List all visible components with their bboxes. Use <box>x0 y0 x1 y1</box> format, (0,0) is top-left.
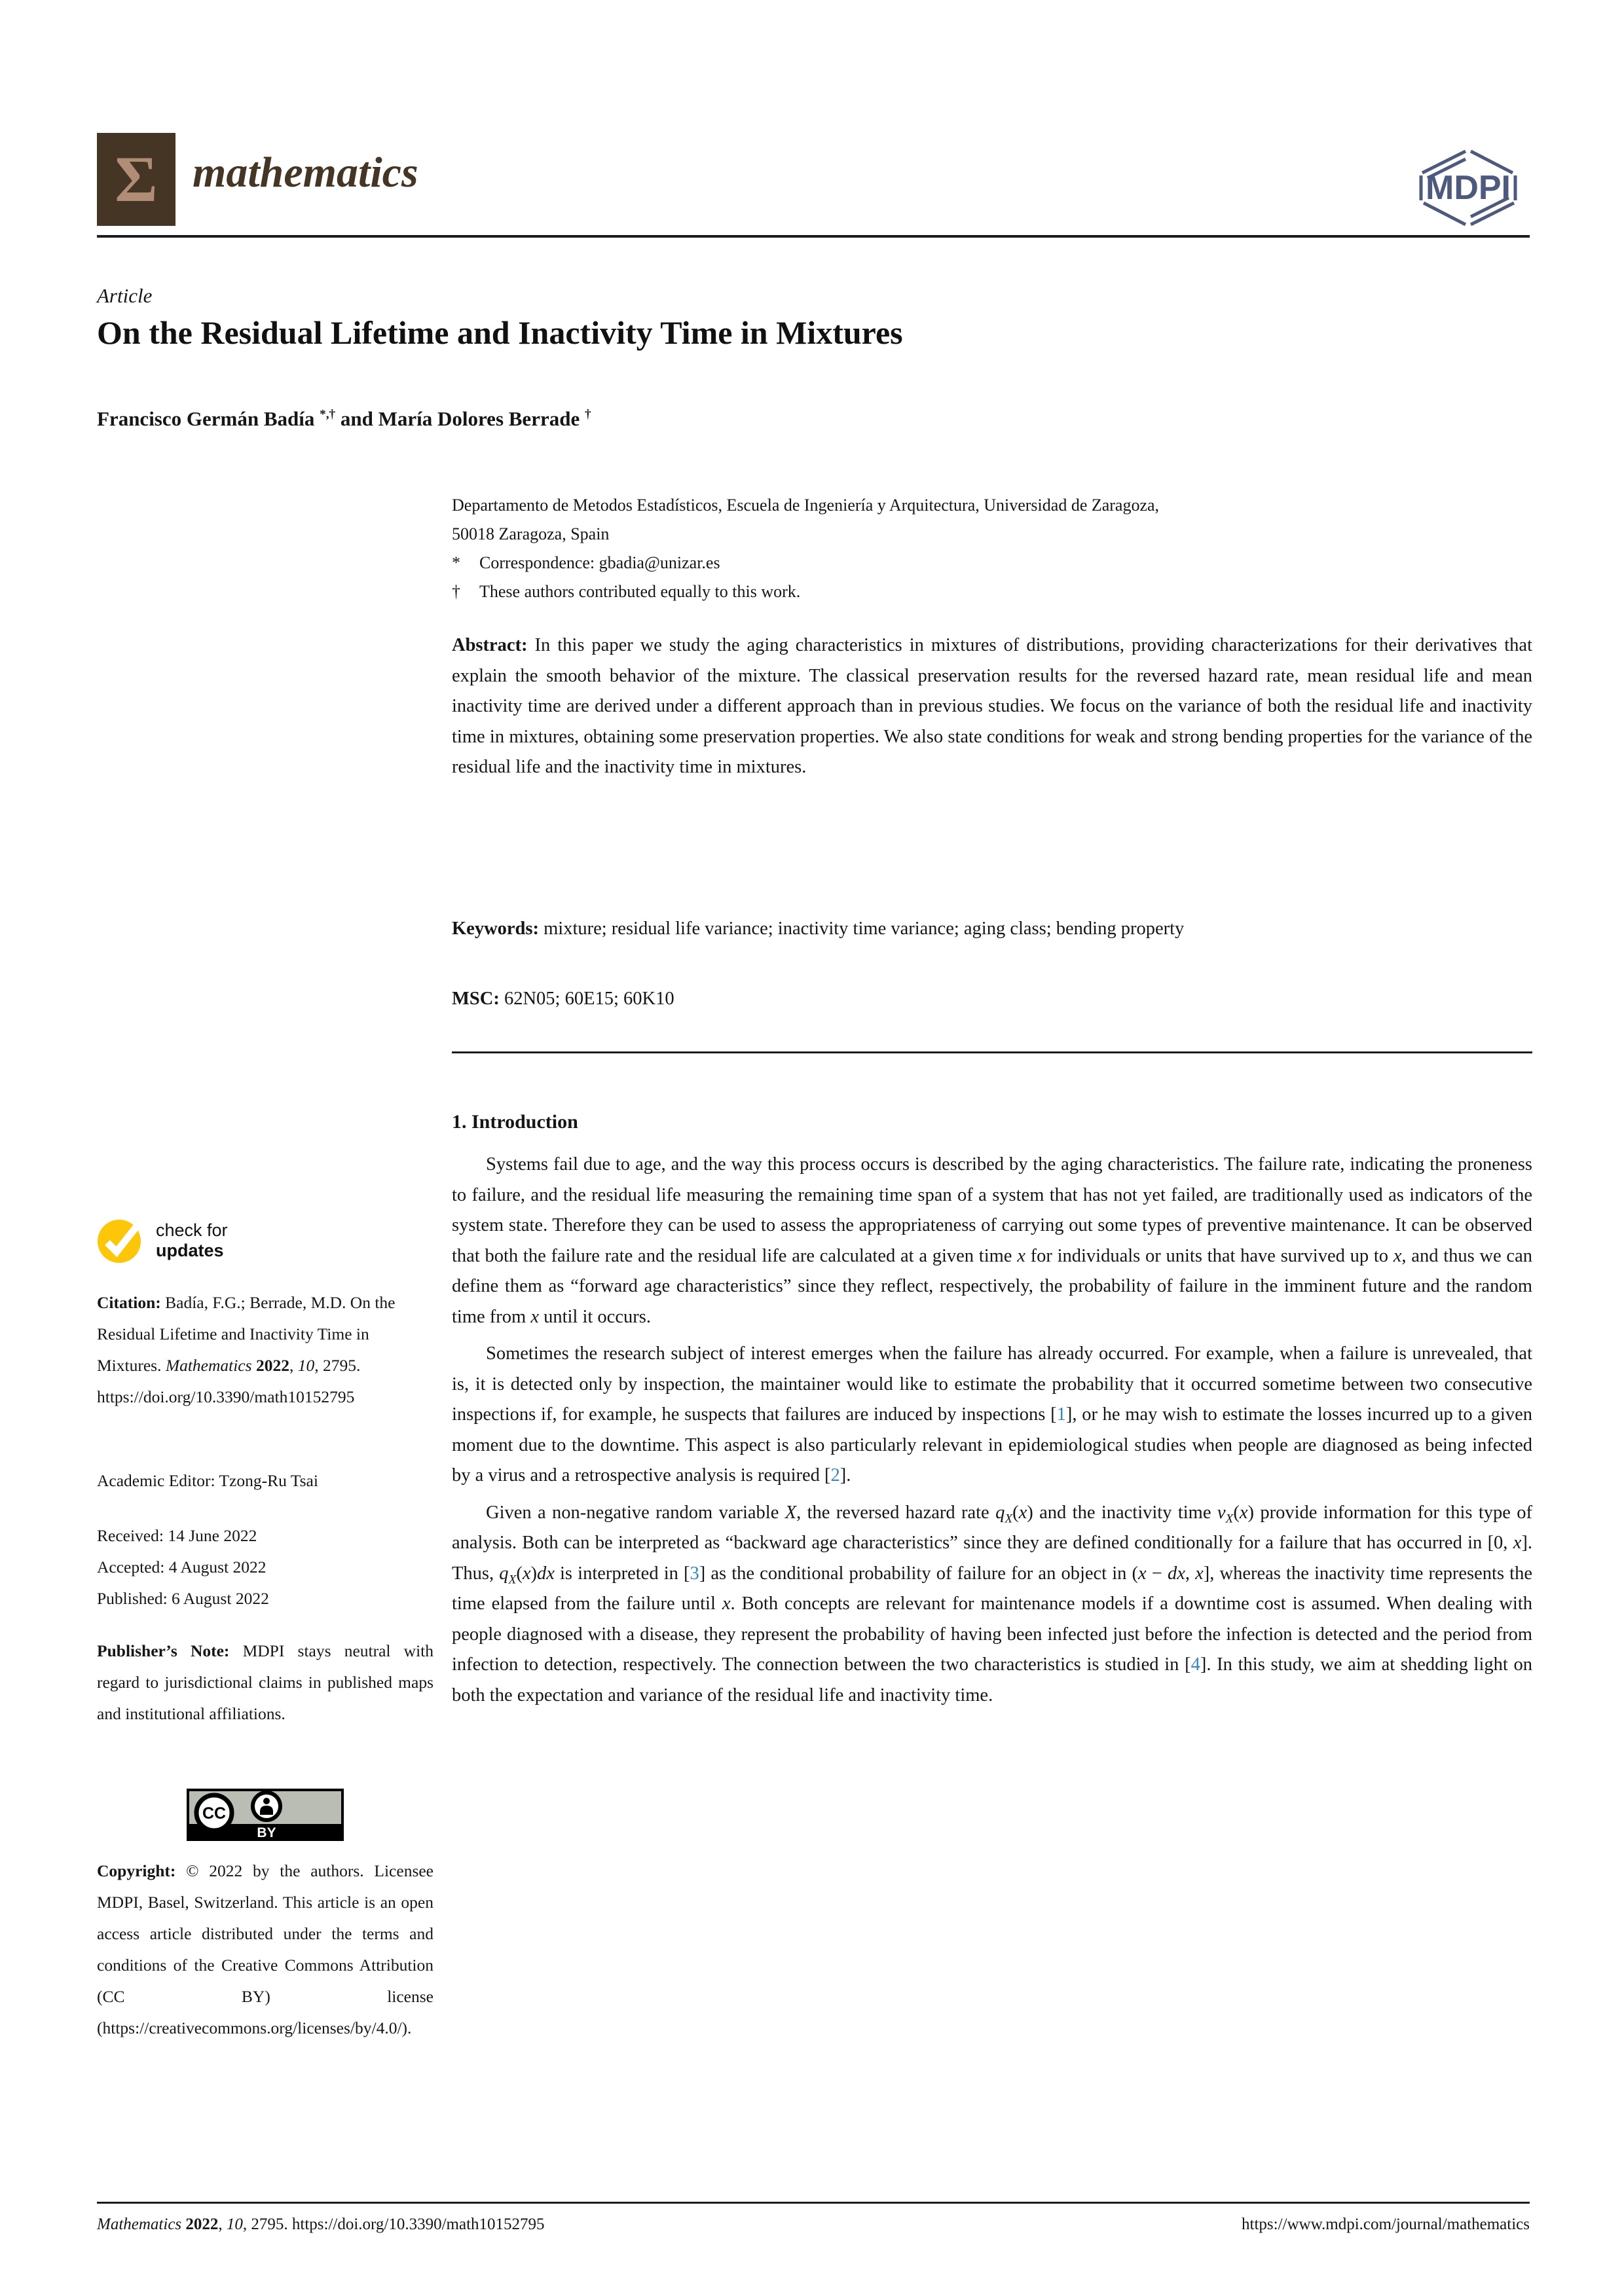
text-segment: Copyright: <box>97 1861 187 1880</box>
check-for-updates-label <box>156 1220 228 1261</box>
academic-editor-line: Academic Editor: Tzong-Ru Tsai <box>97 1471 318 1490</box>
text-segment: Publisher’s Note: <box>97 1641 243 1660</box>
text-segment: x <box>1239 1502 1248 1523</box>
text-segment: 2022 <box>255 1356 289 1375</box>
check-for-updates-button[interactable] <box>97 1218 434 1264</box>
mathematics-journal-logo <box>97 133 175 226</box>
msc-codes: MSC: 62N05; 60E15; 60K10 <box>452 989 674 1009</box>
reference-link[interactable]: 2 <box>830 1465 840 1485</box>
affiliation-block <box>452 491 1532 606</box>
footer-journal-url[interactable]: https://www.mdpi.com/journal/mathematics <box>1242 2215 1530 2233</box>
text-segment: 10 <box>297 1356 315 1375</box>
text-segment: † <box>584 407 591 422</box>
published-date: Published: 6 August 2022 <box>97 1589 269 1608</box>
correspondence-line <box>452 549 1532 577</box>
mdpi-logo-icon <box>1408 147 1528 229</box>
section-heading-introduction: 1. Introduction <box>452 1111 578 1133</box>
intro-paragraph-2: Sometimes the research subject of interest emerges when the failure has already occurred. For example, when a failure is unrevealed, that is, it is detected only by inspection, the maintainer would like to estimate the probability that it occurred sometime between two consecutive inspections if, for example, he suspects that failures are induced by inspections [1], or he may wish to estimate the losses incurred up to a given moment due to the downtime. This aspect is also particularly relevant in epidemiological studies when people are diagnosed as being infected by a virus and a retrospective analysis is required [2]. <box>452 1343 1532 1485</box>
reference-link[interactable]: 4 <box>1190 1654 1200 1675</box>
introduction-body <box>452 1150 1532 1711</box>
section-divider <box>452 1051 1532 1053</box>
history-dates <box>97 1520 434 1614</box>
text-segment: X <box>508 1573 517 1587</box>
text-segment: x <box>1513 1533 1522 1553</box>
text-segment: dx <box>1167 1563 1185 1584</box>
text-segment: 2022 <box>185 2215 219 2233</box>
text-segment: ν <box>1217 1502 1226 1523</box>
footer-divider <box>97 2202 1530 2204</box>
contribution-text: These authors contributed equally to this work. <box>479 582 801 601</box>
publisher-note: Publisher’s Note: MDPI stays neutral with regard to jurisdictional claims in published maps and institutional affiliations. <box>97 1641 434 1723</box>
citation-block: Citation: Badía, F.G.; Berrade, M.D. On the Residual Lifetime and Inactivity Time in Mixtures. Mathematics 2022, 10, 2795. https://doi.org/10.3390/math10152795 <box>97 1293 396 1406</box>
page-title: On the Residual Lifetime and Inactivity Time in Mixtures <box>97 314 903 351</box>
reference-link[interactable]: 1 <box>1056 1404 1066 1425</box>
header-divider <box>97 235 1530 238</box>
updates-label-line2: updates <box>156 1241 224 1260</box>
contribution-line <box>452 577 1532 606</box>
text-segment: Citation: <box>97 1293 166 1312</box>
text-segment: X <box>1225 1512 1234 1526</box>
affiliation-line-1: Departamento de Metodos Estadísticos, Escuela de Ingeniería y Arquitectura, Universidad de Zaragoza, <box>452 496 1160 515</box>
correspondence-text: Correspondence: gbadia@unizar.es <box>479 553 720 572</box>
updates-label-line1: check for <box>156 1220 228 1240</box>
text-segment: 10 <box>226 2215 243 2233</box>
check-icon <box>97 1218 145 1264</box>
accepted-date: Accepted: 4 August 2022 <box>97 1558 267 1576</box>
cc-label: CC <box>202 1804 227 1823</box>
by-label: BY <box>257 1825 276 1840</box>
text-segment: q <box>995 1502 1005 1523</box>
text-segment: q <box>499 1563 509 1584</box>
text-segment: MSC: <box>452 989 504 1009</box>
reference-link[interactable]: 3 <box>690 1563 699 1584</box>
affiliation-line-2: 50018 Zaragoza, Spain <box>452 524 610 543</box>
authors-line: Francisco Germán Badía *,† and María Dolores Berrade † <box>97 407 591 430</box>
text-segment: Keywords: <box>452 919 544 939</box>
contribution-marker: † <box>452 582 460 601</box>
article-type-label: Article <box>97 284 153 307</box>
text-segment: X <box>1005 1512 1013 1526</box>
abstract: Abstract: In this paper we study the aging characteristics in mixtures of distributions, providing characterizations for their derivatives that explain the smooth behavior of the mixture. The classical preservation results for the reversed hazard rate, mean residual life and mean inactivity time are derived under a different approach than in previous studies. We focus on the variance of both the residual life and inactivity time in mixtures, obtaining some preservation properties. We also state conditions for weak and strong bending properties for the variance of the residual life and the inactivity time in mixtures. <box>452 635 1532 777</box>
text-segment: dx <box>536 1563 555 1584</box>
received-date: Received: 14 June 2022 <box>97 1526 257 1545</box>
intro-paragraph-3: Given a non-negative random variable X, the reversed hazard rate $q_X(x)$ and the inactivity time $\nu_X(x)$ provide information for this type of analysis. Both can be interpreted as “backward age characteristics” since they are defined conditionally for a failure that has occurred in [0, x]. Thus, $q_X(x)dx$ is interpreted in [3] as the conditional probability of failure for an object in (x − dx, x], whereas the inactivity time represents the time elapsed from the failure until x. Both concepts are relevant for maintenance models if a downtime cost is assumed. When dealing with people diagnosed with a disease, they represent the probability of having been infected just before the infection is detected and the period from infection to detection, respectively. The connection between the two characteristics is studied in [4]. In this study, we aim at shedding light on both the expectation and variance of the residual life and inactivity time. <box>452 1502 1533 1705</box>
text-segment: x <box>522 1563 531 1584</box>
text-segment: X <box>784 1502 797 1523</box>
text-segment: x <box>530 1306 539 1327</box>
text-segment: *,† <box>320 407 336 422</box>
text-segment: x <box>1018 1502 1027 1523</box>
copyright-block: Copyright: © 2022 by the authors. Licensee MDPI, Basel, Switzerland. This article is an open access article distributed under the terms and conditions of the Creative Commons Attribution (CC BY) license (https://creativecommons.org/licenses/by/4.0/). <box>97 1861 434 2037</box>
cc-by-license-badge[interactable] <box>97 1789 434 1841</box>
intro-paragraph-1: Systems fail due to age, and the way this process occurs is described by the aging characteristics. The failure rate, indicating the proneness to failure, and the residual life measuring the remaining time span of a system that has not yet failed, are traditionally used as indicators of the system state. Therefore they can be used to assess the appropriateness of carrying out some types of preventive maintenance. It can be observed that both the failure rate and the residual life are calculated at a given time x for individuals or units that have survived up to x, and thus we can define them as “forward age characteristics” since they reflect, respectively, the probability of failure in the imminent future and the random time from x until it occurs. <box>452 1154 1532 1327</box>
text-segment: x <box>1195 1563 1204 1584</box>
text-segment: x <box>1138 1563 1147 1584</box>
text-segment: x <box>1017 1245 1025 1266</box>
footer-citation: Mathematics 2022, 10, 2795. https://doi.org/10.3390/math10152795 <box>97 2215 545 2233</box>
keywords: Keywords: mixture; residual life variance; inactivity time variance; aging class; bending property <box>452 919 1185 939</box>
sigma-icon: Σ <box>115 143 158 215</box>
text-segment: x <box>722 1594 731 1614</box>
text-segment: x <box>1393 1245 1402 1266</box>
text-segment: Mathematics <box>165 1356 256 1375</box>
mdpi-logo-text: MDPI <box>1426 169 1511 207</box>
journal-name: mathematics <box>193 149 418 196</box>
text-segment: Abstract: <box>452 635 535 655</box>
text-segment: Mathematics <box>97 2215 186 2233</box>
correspondence-marker: * <box>452 553 460 572</box>
